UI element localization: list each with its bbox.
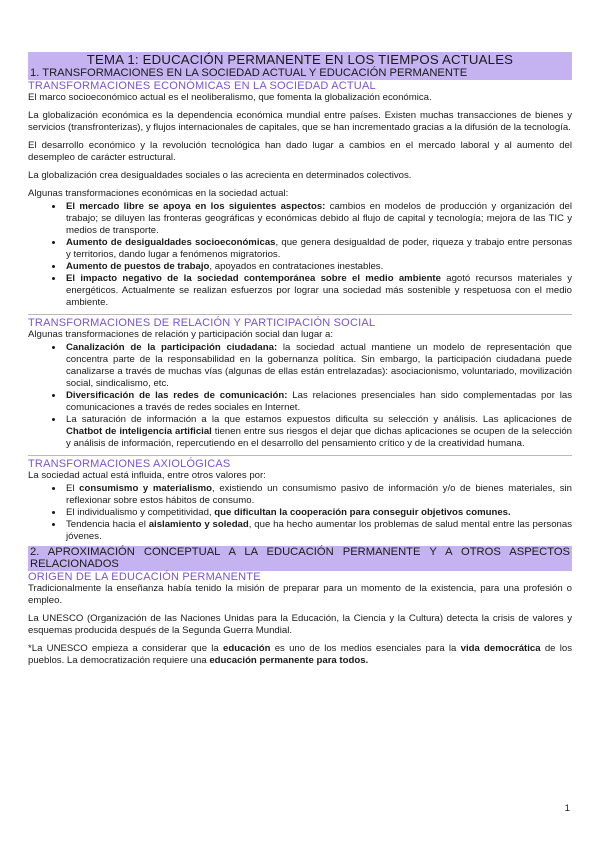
section-2-heading: 2. APROXIMACIÓN CONCEPTUAL A LA EDUCACIÓN PERMANENTE Y A OTROS ASPECTOS RELACIONADOS (30, 545, 570, 570)
axiological-transformations-list (28, 483, 572, 543)
list-item: • Aumento de puestos de trabajo, apoyados en contrataciones inestables. (64, 261, 572, 273)
list-item: • Tendencia hacia el aislamiento y soledad, que ha hecho aumentar los problemas de salud mental entre las personas jóvenes. (64, 519, 572, 543)
paragraph: La UNESCO (Organización de las Naciones Unidas para la Educación, la Ciencia y la Cultura) detecta la crisis de valores y esquemas producida después de la Segunda Guerra Mundial. (28, 612, 572, 636)
divider (28, 314, 572, 315)
economic-transformations-heading: TRANSFORMACIONES ECONÓMICAS EN LA SOCIEDAD ACTUAL (28, 79, 376, 92)
list-intro: Algunas transformaciones económicas en la sociedad actual: (28, 187, 289, 199)
list-item: • El impacto negativo de la sociedad contemporánea sobre el medio ambiente agotó recursos materiales y energéticos. Actualmente se realizan esfuerzos por lograr una sociedad más sostenible y respetuosa con el medio ambiente. (64, 273, 572, 309)
origin-heading: ORIGEN DE LA EDUCACIÓN PERMANENTE (28, 570, 261, 583)
section-1-heading: 1. TRANSFORMACIONES EN LA SOCIEDAD ACTUAL Y EDUCACIÓN PERMANENTE (28, 67, 572, 80)
list-item: • Aumento de desigualdades socioeconómicas, que genera desigualdad de poder, riqueza y trabajo entre personas y territorios, dando lugar a fenómenos migratorios. (64, 237, 572, 261)
list-intro: La sociedad actual está influida, entre otros valores por: (28, 469, 266, 481)
axiological-transformations-heading: TRANSFORMACIONES AXIOLÓGICAS (28, 457, 231, 470)
list-item: • La saturación de información a la que estamos expuestos dificulta su selección y análisis. Las aplicaciones de Chatbot de inteligencia artificial tienen entre sus riesgos el dejar que dichas aplicaciones se ocupen de la selección y análisis de información, repercutiendo en el desarrollo del pensamiento crítico y de la creatividad humana. (64, 414, 572, 450)
paragraph: *La UNESCO empieza a considerar que la educación es uno de los medios esenciales para la vida democrática de los pueblos. La democratización requiere una educación permanente para todos. (28, 642, 572, 666)
relation-transformations-list (28, 342, 572, 450)
document-title: TEMA 1: EDUCACIÓN PERMANENTE EN LOS TIEMPOS ACTUALES (28, 52, 572, 67)
list-intro: Algunas transformaciones de relación y participación social dan lugar a: (28, 328, 334, 340)
list-item: • El mercado libre se apoya en los siguientes aspectos: cambios en modelos de producción y organización del trabajo; se diluyen las fronteras geográficas y económicas debido al flujo de capital y tecnología; mejora de las TIC y medios de transporte. (64, 201, 572, 237)
paragraph: El marco socioeconómico actual es el neoliberalismo, que fomenta la globalización económica. (28, 91, 432, 103)
list-item: • Canalización de la participación ciudadana: la sociedad actual mantiene un modelo de representación que concentra parte de la responsabilidad en la gobernanza política. Sin embargo, la participación ciudadana puede canalizarse a través de muchas vías (algunas de ellas están entrelazadas): asociacionismo, voluntariado, movilización social, sindicalismo, etc. (64, 342, 572, 390)
page-number: 1 (564, 803, 570, 814)
paragraph: Tradicionalmente la enseñanza había tenido la misión de preparar para un momento de la existencia, para una profesión o empleo. (28, 582, 572, 606)
list-item: • Diversificación de las redes de comunicación: Las relaciones presenciales han sido complementadas por las comunicaciones a través de redes sociales en Internet. (64, 390, 572, 414)
paragraph: El desarrollo económico y la revolución tecnológica han dado lugar a cambios en el mercado laboral y al aumento del desempleo de carácter estructural. (28, 139, 572, 163)
paragraph: La globalización crea desigualdades sociales o las acrecienta en determinados colectivos. (28, 169, 412, 181)
economic-transformations-list (28, 201, 572, 309)
divider (28, 455, 572, 456)
relation-participation-heading: TRANSFORMACIONES DE RELACIÓN Y PARTICIPACIÓN SOCIAL (28, 316, 376, 329)
paragraph: La globalización económica es la dependencia económica mundial entre países. Existen muchas transacciones de bienes y servicios (transfronterizas), y flujos internacionales de capitales, que se han incrementado gracias a la difusión de la tecnología. (28, 109, 572, 133)
list-item: • El individualismo y competitividad, que dificultan la cooperación para conseguir objetivos comunes. (64, 507, 572, 519)
list-item: • El consumismo y materialismo, existiendo un consumismo pasivo de información y/o de bienes materiales, sin reflexionar sobre estos hábitos de consumo. (64, 483, 572, 507)
